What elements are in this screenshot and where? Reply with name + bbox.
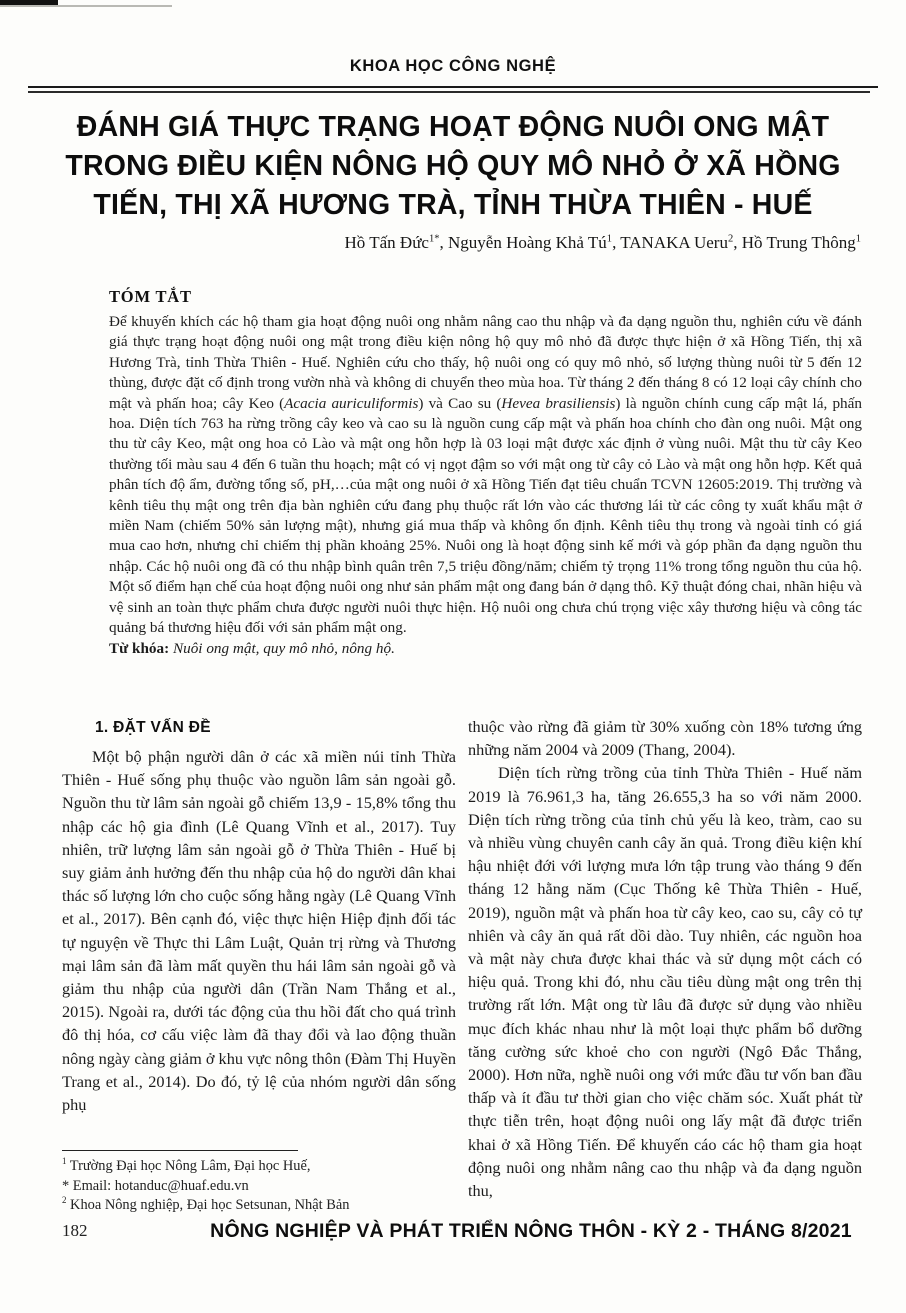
section-heading-intro: 1. ĐẶT VẤN ĐỀ	[95, 719, 211, 736]
article-title-line-1: ĐÁNH GIÁ THỰC TRẠNG HOẠT ĐỘNG NUÔI ONG MẬT	[76, 111, 830, 143]
keywords-text: Nuôi ong mật, quy mô nhỏ, nông hộ.	[172, 639, 395, 657]
column-left	[62, 745, 456, 1145]
article-title	[40, 108, 866, 225]
footnote-rule	[62, 1150, 298, 1151]
abstract-text: Để khuyến khích các hộ tham gia hoạt động nuôi ong nhằm nâng cao thu nhập và đa dạng nguồn thu, nghiên cứu về đánh giá thực trạng hoạt động nuôi ong mật trong điều kiện nông hộ quy mô nhỏ đã được thực hiện ở xã Hồng Tiến, thị xã Hương Trà, tỉnh Thừa Thiên - Huế. Nghiên cứu cho thấy, hộ nuôi ong có quy mô nhỏ, số lượng thùng nuôi từ 5 đến 12 thùng, được đặt cố định trong vườn nhà và không di chuyển theo mùa hoa. Từ tháng 2 đến tháng 8 có 12 loại cây chính cho mật và phấn hoa; cây Keo (Acacia auriculiformis) và Cao su (Hevea brasiliensis) là nguồn chính cung cấp mật lá, phấn hoa. Diện tích 763 ha rừng trồng cây keo và cao su là nguồn cung cấp mật và phấn hoa chính cho đàn ong nuôi. Mật ong thu từ cây Keo, mật ong hoa cỏ Lào và mật ong hỗn hợp là 03 loại mật được xác định ở vùng nuôi. Mật thu từ cây Keo thường tối màu sau 4 đến 6 tuần thu hoạch; mật có vị ngọt đậm so với mật ong từ cây cỏ Lào và mật ong hỗn hợp. Kết quả phân tích độ ẩm, đường tổng số, pH,…của mật ong nuôi ở xã Hồng Tiến đạt tiêu chuẩn TCVN 12605:2019. Thị trường và kênh tiêu thụ mật ong trên địa bàn nghiên cứu đang phụ thuộc rất lớn vào các thương lái từ các công ty xuất khẩu mật ở miền Nam (chiếm 50% sản lượng mật), nhưng giá mua thấp và không ổn định. Kênh tiêu thụ trong và ngoài tỉnh có giá mua cao hơn, nhưng chỉ chiếm thị phần khoảng 25%. Nuôi ong là hoạt động sinh kế mới và góp phần đa dạng nguồn thu nhập. Các hộ nuôi ong đã có thu nhập bình quân trên 7,5 triệu đồng/năm; chiếm tỷ trọng 11% trong tổng nguồn thu của hộ. Một số điểm hạn chế của hoạt động nuôi ong như sản phẩm mật ong đang bán ở dạng thô. Kỹ thuật đóng chai, nhãn hiệu và vệ sinh an toàn thực phẩm chưa được người nuôi thực hiện. Hộ nuôi ong chưa chú trọng việc xây thương hiệu và công tác quảng bá thương hiệu đối với sản phẩm mật ong.	[109, 313, 862, 637]
article-title-line-2: TRONG ĐIỀU KIỆN NÔNG HỘ QUY MÔ NHỎ Ở XÃ HỒNG	[65, 150, 841, 182]
body-paragraph: thuộc vào rừng đã giảm từ 30% xuống còn 18% tương ứng những năm 2004 và 2009 (Thang, 2004).	[468, 717, 862, 760]
abstract-section	[109, 287, 862, 659]
footnote-affiliation-2: $^2$ Khoa Nông nghiệp, Đại học Setsunan, Nhật Bản	[62, 1195, 350, 1214]
column-right	[468, 715, 862, 1207]
abstract-heading: TÓM TẮT	[109, 287, 192, 306]
scan-artifact-line	[0, 5, 172, 7]
footnote-email: * Email: hotanduc@huaf.edu.vn	[62, 1177, 249, 1194]
keywords-line	[109, 639, 862, 659]
authors-line: Hồ Tấn Đức$^{1*}$, Nguyễn Hoàng Khả $Tú^1$, TANAKA Ueru$^2$, Hồ Trung Thông$^1$	[344, 233, 861, 252]
running-head: KHOA HỌC CÔNG NGHỆ	[349, 57, 557, 75]
footnote-affiliation-1: $^1$ Trường Đại học Nông Lâm, Đại học Huế,	[62, 1156, 311, 1174]
keywords-label: Từ khóa:	[109, 639, 170, 657]
header-rule-top	[28, 86, 878, 88]
journal-footer: NÔNG NGHIỆP VÀ PHÁT TRIỂN NÔNG THÔN - KỲ 2 - THÁNG 8/2021	[210, 1220, 852, 1242]
footnotes	[62, 1157, 462, 1216]
body-paragraph: Một bộ phận người dân ở các xã miền núi tỉnh Thừa Thiên - Huế sống phụ thuộc vào nguồn lâm sản ngoài gỗ. Nguồn thu từ lâm sản ngoài gỗ chiếm 13,9 - 15,8% tổng thu nhập các hộ gia đình (Lê Quang Vĩnh et al., 2017). Tuy nhiên, trữ lượng lâm sản ngoài gỗ ở Thừa Thiên - Huế bị suy giảm ảnh hưởng đến thu nhập của hộ do người dân khai thác số lượng lớn cho cuộc sống hằng ngày (Lê Quang Vĩnh et al., 2017). Bên cạnh đó, việc thực hiện Hiệp định đối tác tự nguyện về Thực thi Lâm Luật, Quản trị rừng và Thương mại lâm sản đã làm mất quyền thu hái lâm sản ngoài gỗ và giảm thu nhập của người dân (Trần Nam Thắng et al., 2015). Ngoài ra, dưới tác động của thu hồi đất cho quá trình đô thị hóa, cơ cấu việc làm đã thay đổi và lao động thuần nông ngày càng giảm ở khu vực nông thôn (Đàm Thị Huyền Trang et al., 2014). Do đó, tỷ lệ của nhóm người dân sống phụ	[62, 747, 456, 1115]
header-rule	[28, 86, 878, 93]
article-title-line-3: TIẾN, THỊ XÃ HƯƠNG TRÀ, TỈNH THỪA THIÊN - HUẾ	[93, 189, 813, 221]
header-rule-bottom	[28, 91, 870, 93]
page-number: 182	[62, 1221, 88, 1240]
body-paragraph: Diện tích rừng trồng của tỉnh Thừa Thiên - Huế năm 2019 là 76.961,3 ha, tăng 26.655,3 ha so với năm 2000. Diện tích rừng trồng của tỉnh chủ yếu là keo, tràm, cao su và nhiều vùng chuyên canh cây ăn quả. Trong điều kiện khí hậu nhiệt đới với lượng mưa lớn tập trung vào tháng 9 đến tháng 12 hằng năm (Cục Thống kê Thừa Thiên - Huế, 2019), nguồn mật và phấn hoa từ cây keo, cao su, cây cỏ tự nhiên và cây ăn quả rất dồi dào. Tuy nhiên, các nguồn hoa và mật này chưa được khai thác và sử dụng một cách có hiệu quả. Trong khi đó, nhu cầu tiêu dùng mật ong trên thị trường rất lớn. Mật ong từ lâu đã được sử dụng vào nhiều mục đích khác nhau như là một loại thực phẩm bổ dưỡng tăng cường sức khoẻ cho con người (Ngô Đắc Thắng, 2000). Hơn nữa, nghề nuôi ong với mức đầu tư vốn ban đầu thấp và ít đầu tư thời gian cho việc chăm sóc. Xuất phát từ thực tiễn trên, hoạt động nuôi ong lấy mật đã được triển khai ở xã Hồng Tiến. Để khuyến cáo các hộ tham gia hoạt động nuôi ong nhằm nâng cao thu nhập và đa dạng nguồn thu,	[468, 763, 862, 1201]
